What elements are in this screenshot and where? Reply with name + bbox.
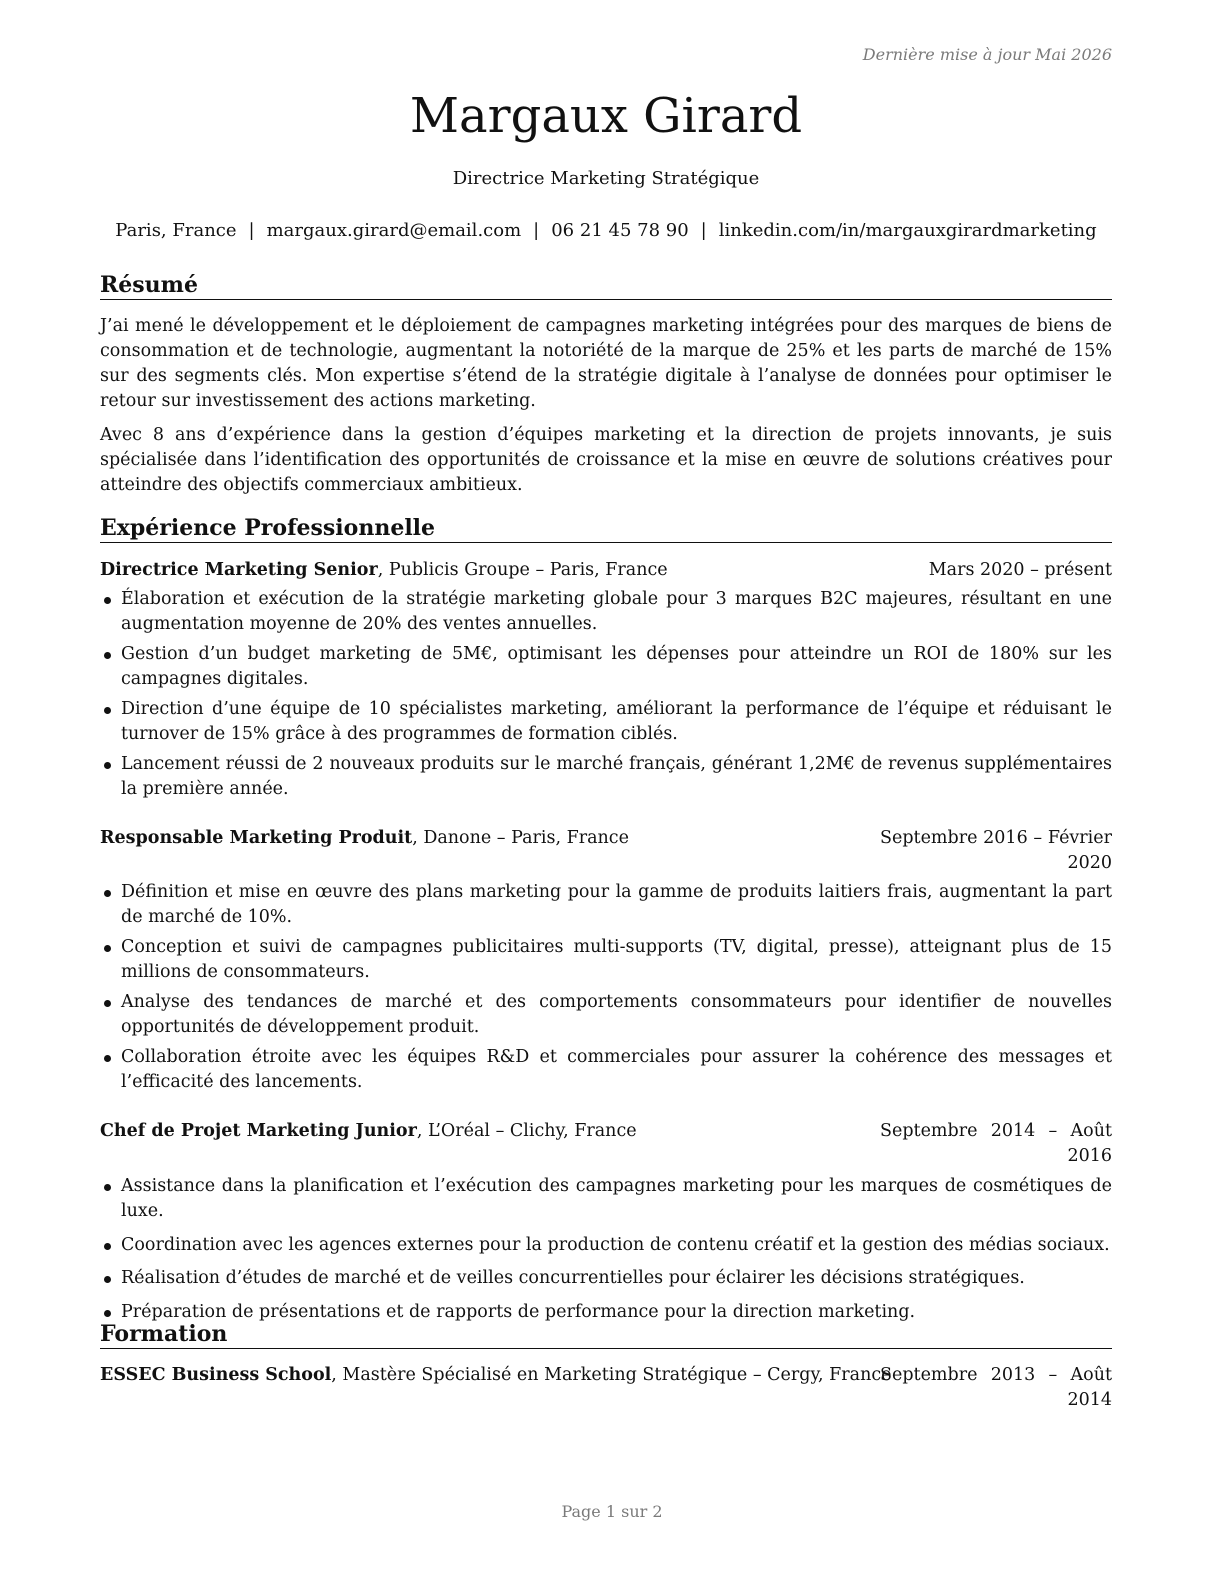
- summary-paragraph: J’ai mené le développement et le déploiement de campagnes marketing intégrées pour des marques de biens de consommation et de technologie, augmentant la notoriété de la marque de 25% et les parts de marché de 15% sur des segments clés. Mon expertise s’étend de la stratégie digitale à l’analyse de données pour optimiser le retour sur investissement des actions marketing.: [100, 316, 1112, 411]
- list-item: Lancement réussi de 2 nouveaux produits sur le marché français, générant 1,2M€ de revenus supplémentaires la première année.: [100, 752, 1112, 802]
- list-item: Gestion d’un budget marketing de 5M€, optimisant les dépenses pour atteindre un ROI de 180% sur les campagnes digitales.: [100, 642, 1112, 692]
- contact-line: [100, 219, 1112, 243]
- education-dates: Septembre 2013 – Août 2014: [880, 1365, 1112, 1410]
- section-heading-education: Formation: [100, 1320, 1112, 1349]
- job-dates: Septembre 2014 – Août 2016: [880, 1121, 1112, 1166]
- list-item: Préparation de présentations et de rapports de performance pour la direction marketing.: [100, 1300, 1112, 1325]
- job-bullets: [100, 1174, 1112, 1333]
- section-heading-summary: Résumé: [100, 271, 1112, 300]
- job-role: Directrice Marketing Senior: [100, 560, 378, 580]
- list-item: Coordination avec les agences externes pour la production de contenu créatif et la gestion des médias sociaux.: [100, 1233, 1112, 1258]
- job-dates: Mars 2020 – présent: [928, 560, 1112, 580]
- contact-linkedin[interactable]: linkedin.com/in/margauxgirardmarketing: [718, 220, 1097, 241]
- job-bullets: [100, 880, 1112, 1100]
- list-item: Analyse des tendances de marché et des comportements consommateurs pour identifier de nouvelles opportunités de développement produit.: [100, 990, 1112, 1040]
- summary-paragraph: Avec 8 ans d’expérience dans la gestion d’équipes marketing et la direction de projets innovants, je suis spécialisée dans l’identification des opportunités de croissance et la mise en œuvre de solutions créatives pour atteindre des objectifs commerciaux ambitieux.: [100, 425, 1112, 495]
- list-item: Réalisation d’études de marché et de veilles concurrentielles pour éclairer les décisions stratégiques.: [100, 1266, 1112, 1291]
- contact-phone[interactable]: 06 21 45 78 90: [551, 220, 689, 241]
- list-item: Direction d’une équipe de 10 spécialistes marketing, améliorant la performance de l’équipe et réduisant le turnover de 15% grâce à des programmes de formation ciblés.: [100, 697, 1112, 747]
- job-dates: Septembre 2016 – Février 2020: [880, 828, 1112, 873]
- list-item: Élaboration et exécution de la stratégie marketing globale pour 3 marques B2C majeures, résultant en une augmentation moyenne de 20% des ventes annuelles.: [100, 587, 1112, 637]
- contact-location: Paris, France: [115, 220, 237, 241]
- contact-separator: |: [700, 220, 707, 241]
- job-role: Chef de Projet Marketing Junior: [100, 1121, 417, 1141]
- candidate-title: Directrice Marketing Stratégique: [452, 168, 760, 189]
- job-org: , Danone – Paris, France: [412, 828, 629, 848]
- education-degree: , Mastère Spécialisé en Marketing Stratégique – Cergy, France: [331, 1365, 892, 1385]
- section-heading-experience: Expérience Professionnelle: [100, 514, 1112, 543]
- contact-separator: |: [533, 220, 540, 241]
- contact-separator: |: [248, 220, 255, 241]
- list-item: Collaboration étroite avec les équipes R&D et commerciales pour assurer la cohérence des messages et l’efficacité des lancements.: [100, 1045, 1112, 1095]
- job-org: , Publicis Groupe – Paris, France: [377, 560, 668, 580]
- list-item: Assistance dans la planification et l’exécution des campagnes marketing pour les marques de cosmétiques de luxe.: [100, 1174, 1112, 1224]
- list-item: Définition et mise en œuvre des plans marketing pour la gamme de produits laitiers frais, augmentant la part de marché de 10%.: [100, 880, 1112, 930]
- job-role: Responsable Marketing Produit: [100, 828, 413, 848]
- page-number: Page 1 sur 2: [561, 1502, 663, 1521]
- job-org: , L’Oréal – Clichy, France: [416, 1121, 637, 1141]
- candidate-name: Margaux Girard: [409, 88, 803, 144]
- contact-email[interactable]: margaux.girard@email.com: [266, 220, 522, 241]
- job-bullets: [100, 587, 1112, 807]
- last-updated: Dernière mise à jour Mai 2026: [862, 45, 1112, 64]
- education-school: ESSEC Business School: [100, 1365, 332, 1385]
- list-item: Conception et suivi de campagnes publicitaires multi-supports (TV, digital, presse), atteignant plus de 15 millions de consommateurs.: [100, 935, 1112, 985]
